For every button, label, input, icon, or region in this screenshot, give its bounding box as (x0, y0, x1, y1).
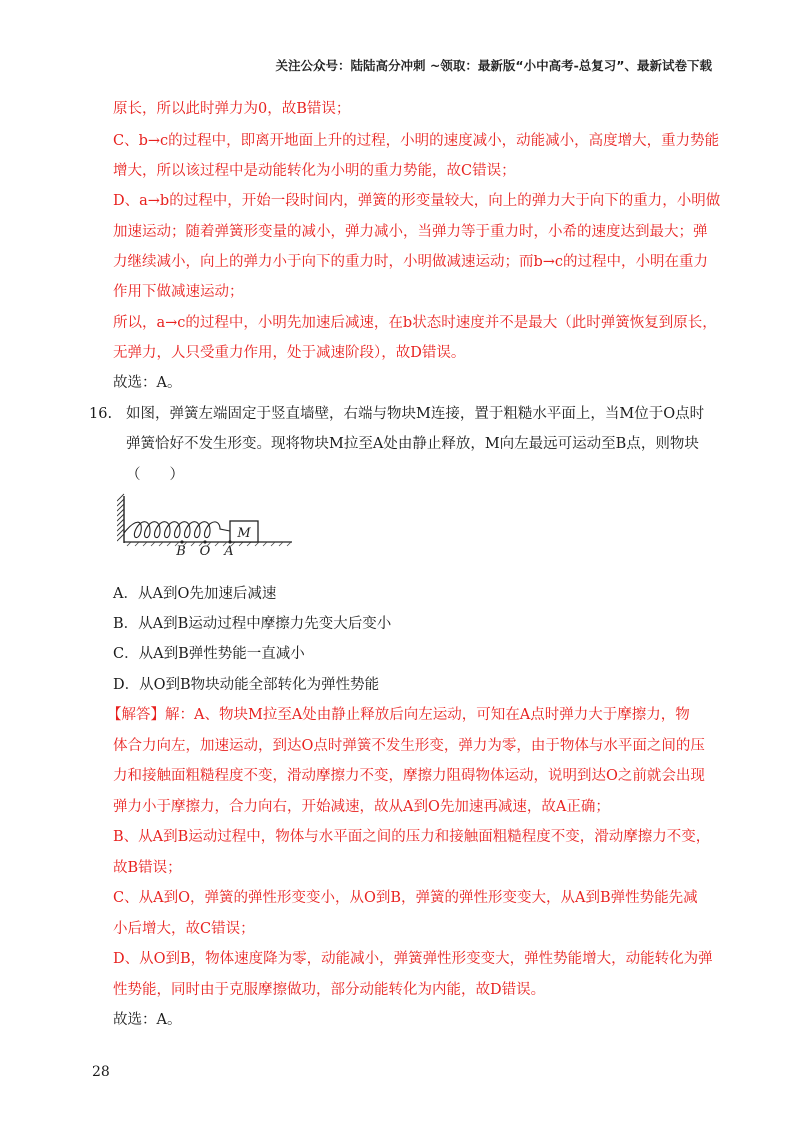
prev-line-4: D、a→b的过程中，开始一段时间内，弹簧的形变量较大，向上的弹力大于向下的重力，小明做 (113, 193, 721, 209)
block-label: M (237, 526, 251, 541)
prev-line-6: 力继续减小，向上的弹力小于向下的重力时，小明做减速运动；而b→c的过程中，小明在重力 (113, 254, 709, 270)
question-blank: （ ） (126, 467, 184, 483)
option-c: C．从A到B弹性势能一直减小 (113, 646, 305, 662)
solution-line-2: 体合力向左，加速运动，到达O点时弹簧不发生形变，弹力为零，由于物体与水平面之间的压 (113, 738, 705, 754)
solution-line-7: C、从A到O，弹簧的弹性形变变小，从O到B，弹簧的弹性形变变大，从A到B弹性势能先减 (113, 890, 698, 906)
prev-line-7: 作用下做减速运动； (113, 284, 244, 300)
solution-line-10: 性势能，同时由于克服摩擦做功，部分动能转化为内能，故D错误。 (113, 982, 546, 998)
solution-tag: 【解答】 (107, 707, 165, 723)
option-d: D．从O到B物块动能全部转化为弹性势能 (113, 677, 380, 693)
solution-line-9: D、从O到B，物体速度降为零，动能减小，弹簧弹性形变变大，弹性势能增大，动能转化为弹 (113, 951, 713, 967)
solution-answer: 故选：A。 (113, 1012, 182, 1028)
prev-line-1: 原长，所以此时弹力为0，故B错误； (113, 101, 351, 117)
option-a: A．从A到O先加速后减速 (113, 586, 277, 602)
question-line-2: 弹簧恰好不发生形变。现将物块M拉至A处由静止释放，M向左最远可运动至B点，则物块 (126, 436, 699, 452)
solution-line-1 (107, 705, 707, 725)
page-header: 关注公众号：陆陆高分冲刺 ~领取：最新版“小中高考-总复习”、最新试卷下载 (275, 58, 712, 73)
solution-line-3: 力和接触面粗糙程度不变，滑动摩擦力不变，摩擦力阻碍物体运动，说明到达O之前就会出现 (113, 768, 705, 784)
spring (124, 522, 230, 538)
prev-line-8: 所以，a→c的过程中，小明先加速后减速，在b状态时速度并不是最大（此时弹簧恢复到原长， (113, 315, 717, 331)
point-o-label: O (199, 544, 211, 559)
option-b: B．从A到B运动过程中摩擦力先变大后变小 (113, 616, 392, 632)
prev-line-3: 增大，所以该过程中是动能转化为小明的重力势能，故C错误； (113, 163, 516, 179)
prev-answer: 故选：A。 (113, 375, 182, 391)
spring-block-figure (117, 493, 295, 559)
question-number: 16. (89, 406, 113, 422)
solution-line-6: 故B错误； (113, 860, 182, 876)
solution-line-5: B、从A到B运动过程中，物体与水平面之间的压力和接触面粗糙程度不变，滑动摩擦力不变， (113, 829, 711, 845)
prev-line-5: 加速运动；随着弹簧形变量的减小，弹力减小，当弹力等于重力时，小希的速度达到最大；弹 (113, 224, 708, 240)
prev-line-2: C、b→c的过程中，即离开地面上升的过程，小明的速度减小，动能减小，高度增大，重力势能 (113, 133, 720, 149)
point-a-label: A (224, 544, 234, 559)
solution-line-4: 弹力小于摩擦力，合力向右，开始减速，故从A到O先加速再减速，故A正确； (113, 799, 610, 815)
solution-line-8: 小后增大，故C错误； (113, 921, 255, 937)
page-number: 28 (92, 1064, 110, 1080)
wall-hatch (117, 494, 124, 543)
point-b-label: B (176, 544, 186, 559)
prev-line-9: 无弹力，人只受重力作用，处于减速阶段），故D错误。 (113, 345, 466, 361)
question-line-1: 如图，弹簧左端固定于竖直墙壁，右端与物块M连接，置于粗糙水平面上，当M位于O点时 (126, 406, 705, 422)
solution-first: 解：A、物块M拉至A处由静止释放后向左运动，可知在A点时弹力大于摩擦力，物 (165, 707, 690, 723)
